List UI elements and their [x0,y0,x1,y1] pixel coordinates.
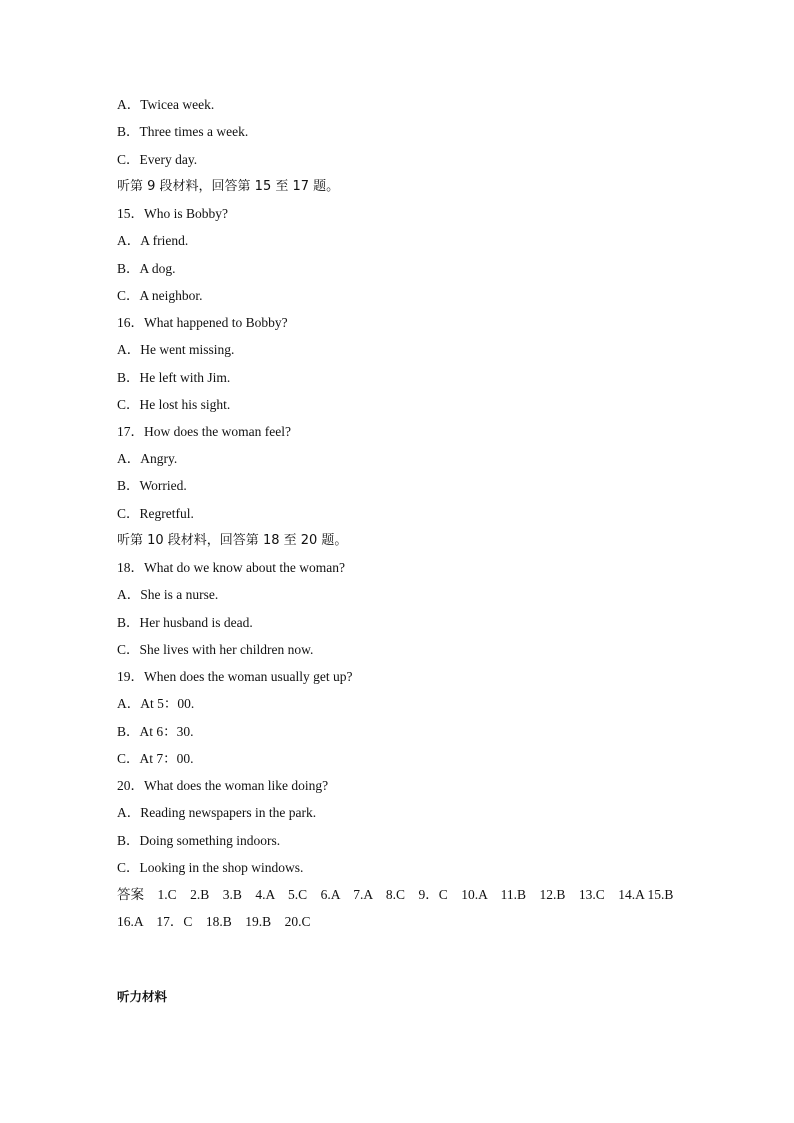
q17-option-a: A．Angry. [117,451,178,466]
q17-option-b: B．Worried. [117,478,187,493]
q19-option-a: A．At 5：00. [117,696,195,711]
answer-key: 答案 1.C 2.B 3.B 4.A 5.C 6.A 7.A 8.C 9．C 10.A 11.B 12.B 13.C 14.A 15.B 16.A 17．C 18.B 19.B 20.C [117,887,687,929]
q16-option-c: C．He lost his sight. [117,397,231,412]
q15-option-b: B．A dog. [117,261,176,276]
q18-option-c: C．She lives with her children now. [117,642,314,657]
q19-question: 19．When does the woman usually get up? [117,669,353,684]
q14-option-b: B．Three times a week. [117,124,249,139]
q20-question: 20．What does the woman like doing? [117,778,329,793]
q16-question: 16．What happened to Bobby? [117,315,288,330]
q18-option-a: A．She is a nurse. [117,587,219,602]
q19-option-b: B．At 6：30. [117,724,194,739]
q15-question: 15．Who is Bobby? [117,206,228,221]
q14-option-c: C．Every day. [117,152,198,167]
q17-question: 17．How does the woman feel? [117,424,291,439]
q15-option-a: A．A friend. [117,233,189,248]
q18-question: 18．What do we know about the woman? [117,560,345,575]
q19-option-c: C．At 7：00. [117,751,194,766]
q15-option-c: C．A neighbor. [117,288,203,303]
q20-option-a: A．Reading newspapers in the park. [117,805,317,820]
section-10-instruction: 听第 10 段材料，回答第 18 至 20 题。 [117,533,348,548]
listening-material-title: 听力材料 [117,989,168,1004]
q18-option-b: B．Her husband is dead. [117,615,253,630]
q16-option-b: B．He left with Jim. [117,370,231,385]
section-9-instruction: 听第 9 段材料，回答第 15 至 17 题。 [117,179,340,194]
q14-option-a: A．Twicea week. [117,97,215,112]
q20-option-c: C．Looking in the shop windows. [117,860,304,875]
q20-option-b: B．Doing something indoors. [117,833,281,848]
q16-option-a: A．He went missing. [117,342,235,357]
q17-option-c: C．Regretful. [117,506,194,521]
